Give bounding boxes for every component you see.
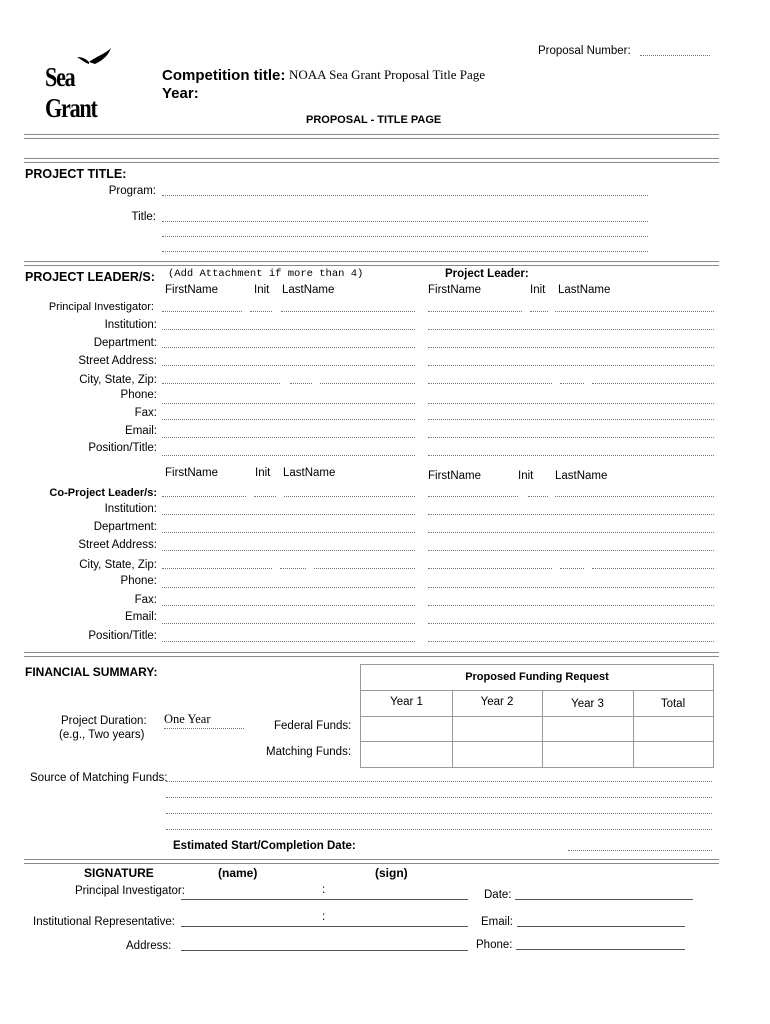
title-label: Title: [131,211,156,223]
col-last: LastName [558,284,611,296]
sig-colon: : [322,884,326,896]
department-field[interactable] [428,532,714,533]
sign-column-label: (sign) [375,866,408,880]
city-field[interactable] [162,383,280,384]
email-label: Email: [125,611,157,623]
leader2-last-field[interactable] [555,311,714,312]
project-leaders-heading: PROJECT LEADER/S: [25,270,155,284]
street-address-field[interactable] [428,365,714,366]
institution-label: Institution: [104,319,157,331]
position-title-field[interactable] [428,641,714,642]
sig-pi-line[interactable] [181,899,468,900]
position-title-field[interactable] [162,455,415,456]
start-completion-label: Estimated Start/Completion Date: [173,840,356,852]
city-field[interactable] [162,568,272,569]
fax-label: Fax: [134,407,157,419]
col-year-2: Year 2 [480,696,514,708]
position-title-field[interactable] [428,455,714,456]
fax-label: Fax: [134,594,157,606]
project-leader-heading: Project Leader: [445,268,529,280]
competition-value[interactable]: NOAA Sea Grant Proposal Title Page [289,67,486,82]
department-field[interactable] [162,532,415,533]
sig-address-line[interactable] [181,950,468,951]
zip-field[interactable] [314,568,415,569]
title-field-line-1[interactable] [162,221,648,222]
page-title: PROPOSAL - TITLE PAGE [306,114,442,126]
institution-field[interactable] [428,514,714,515]
phone-field[interactable] [162,587,415,588]
co2-last-field[interactable] [555,496,714,497]
email-field[interactable] [428,437,714,438]
sig-rep-line[interactable] [181,926,468,927]
proposal-number-label: Proposal Number: [538,45,631,57]
phone-label: Phone: [120,575,157,587]
city-field[interactable] [428,383,552,384]
co-leader-label: Co-Project Leader/s: [49,487,157,499]
institution-field[interactable] [162,329,415,330]
financial-heading: FINANCIAL SUMMARY: [25,665,158,679]
state-field[interactable] [560,383,584,384]
street-address-label: Street Address: [78,539,157,551]
institution-field[interactable] [162,514,415,515]
col-init: Init [254,284,270,296]
state-field[interactable] [560,568,584,569]
position-title-field[interactable] [162,641,415,642]
title-field-line-3[interactable] [162,251,648,252]
zip-field[interactable] [320,383,415,384]
federal-funds-label: Federal Funds: [274,720,352,732]
position-title-label: Position/Title: [88,442,157,454]
sig-address-label: Address: [126,940,172,952]
institution-field[interactable] [428,329,714,330]
source-matching-field-1[interactable] [166,781,712,782]
divider [24,859,719,864]
leader2-first-field[interactable] [428,311,522,312]
col-first: FirstName [165,467,219,479]
sig-email-line[interactable] [517,926,685,927]
matching-year3-cell[interactable] [542,741,633,767]
matching-total-cell[interactable] [633,741,713,767]
pi-init-field[interactable] [250,311,272,312]
source-matching-label: Source of Matching Funds: [30,772,168,784]
city-state-zip-label: City, State, Zip: [79,559,157,571]
street-address-field[interactable] [162,365,415,366]
fax-field[interactable] [428,419,714,420]
zip-field[interactable] [592,383,714,384]
duration-example: (e.g., Two years) [59,729,145,741]
logo-text: Sea Grant [45,62,97,123]
pi-first-field[interactable] [162,311,242,312]
col-init: Init [255,467,271,479]
matching-funds-label: Matching Funds: [266,746,352,758]
start-completion-field[interactable] [568,850,712,851]
federal-total-cell[interactable] [633,716,713,741]
col-last: LastName [282,284,335,296]
sig-phone-line[interactable] [516,949,685,950]
col-init: Init [530,284,546,296]
matching-year2-cell[interactable] [452,741,542,767]
federal-year2-cell[interactable] [452,716,542,741]
sea-grant-logo [45,42,137,123]
source-matching-field-3[interactable] [166,813,712,814]
pi-last-field[interactable] [281,311,415,312]
street-address-label: Street Address: [78,355,157,367]
sig-date-line[interactable] [515,899,693,900]
phone-field[interactable] [162,403,415,404]
proposal-number-field[interactable] [640,55,710,56]
federal-year3-cell[interactable] [542,716,633,741]
competition-label: Competition title: [162,67,286,84]
city-field[interactable] [428,568,552,569]
sig-pi-label: Principal Investigator: [75,885,185,897]
leader2-init-field[interactable] [530,311,548,312]
program-field[interactable] [162,195,648,196]
sig-colon: : [322,911,326,923]
email-field[interactable] [162,623,415,624]
funding-table [360,664,714,768]
project-title-heading: PROJECT TITLE: [25,167,127,181]
col-last: LastName [283,467,336,479]
co-last-field[interactable] [284,496,415,497]
phone-field[interactable] [428,587,714,588]
street-address-field[interactable] [162,550,415,551]
col-first: FirstName [428,284,482,296]
source-matching-field-2[interactable] [166,797,712,798]
fax-field[interactable] [162,419,415,420]
federal-year1-cell[interactable] [361,716,452,741]
sig-date-label: Date: [484,889,512,901]
sig-phone-label: Phone: [476,939,513,951]
institution-label: Institution: [104,503,157,515]
source-matching-field-4[interactable] [166,829,712,830]
phone-label: Phone: [120,389,157,401]
col-init: Init [518,470,534,482]
co2-first-field[interactable] [428,496,518,497]
fax-field[interactable] [428,605,714,606]
funding-table-title: Proposed Funding Request [465,671,609,683]
divider [24,134,719,139]
col-first: FirstName [428,470,482,482]
divider [24,261,719,266]
col-year-3: Year 3 [571,698,604,710]
name-column-label: (name) [218,866,258,880]
zip-field[interactable] [592,568,714,569]
email-field[interactable] [162,437,415,438]
pi-label: Principal Investigator: [48,301,154,313]
co2-init-field[interactable] [528,496,548,497]
email-label: Email: [125,425,157,437]
position-title-label: Position/Title: [88,630,157,642]
attachment-note: (Add Attachment if more than 4) [168,268,364,280]
phone-field[interactable] [428,403,714,404]
department-field[interactable] [428,347,714,348]
duration-value[interactable]: One Year [164,712,211,726]
col-year-1: Year 1 [390,696,423,708]
sig-rep-label: Institutional Representative: [33,916,175,928]
title-field-line-2[interactable] [162,236,648,237]
duration-label: Project Duration: [61,715,147,727]
divider [24,158,719,163]
co-first-field[interactable] [162,496,246,497]
matching-year1-cell[interactable] [361,741,452,767]
state-field[interactable] [280,568,306,569]
department-label: Department: [93,337,157,349]
col-first: FirstName [165,284,219,296]
department-field[interactable] [162,347,415,348]
department-label: Department: [93,521,157,533]
co-init-field[interactable] [254,496,276,497]
fax-field[interactable] [162,605,415,606]
divider [24,652,719,657]
program-label: Program: [108,185,156,197]
state-field[interactable] [290,383,312,384]
col-last: LastName [555,470,608,482]
duration-field[interactable] [164,728,244,729]
email-field[interactable] [428,623,714,624]
sig-email-label: Email: [481,916,513,928]
street-address-field[interactable] [428,550,714,551]
col-total: Total [660,698,686,710]
city-state-zip-label: City, State, Zip: [79,374,157,386]
year-label: Year: [162,85,199,102]
signature-heading: SIGNATURE [84,866,154,880]
